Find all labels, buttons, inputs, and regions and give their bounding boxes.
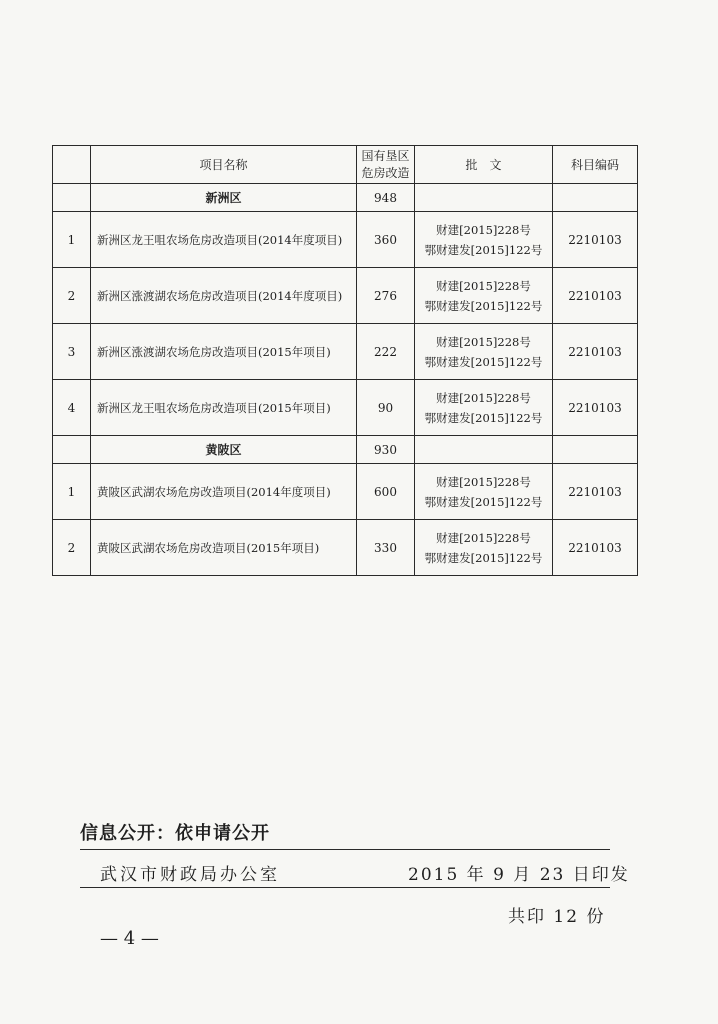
approval-doc-provincial: 鄂财建发[2015]122号	[424, 242, 543, 257]
subject-code: 2210103	[553, 464, 638, 520]
project-amount: 600	[357, 464, 415, 520]
header-project-name: 项目名称	[91, 146, 357, 184]
table-header-row	[53, 146, 638, 184]
project-name: 新洲区涨渡湖农场危房改造项目(2014年度项目)	[91, 268, 357, 324]
approval-doc-national: 财建[2015]228号	[436, 222, 531, 237]
approval-doc-provincial: 鄂财建发[2015]122号	[424, 494, 543, 509]
district-total: 930	[357, 436, 415, 464]
row-number: 1	[53, 464, 91, 520]
subject-code: 2210103	[553, 520, 638, 576]
project-amount: 90	[357, 380, 415, 436]
issuer: 武汉市财政局办公室	[100, 865, 280, 885]
approval-doc-provincial: 鄂财建发[2015]122号	[424, 354, 543, 369]
approval-doc-provincial: 鄂财建发[2015]122号	[424, 550, 543, 565]
header-code: 科目编码	[553, 146, 638, 184]
approval-doc-provincial: 鄂财建发[2015]122号	[424, 298, 543, 313]
table-row	[53, 268, 638, 324]
table-row	[53, 380, 638, 436]
divider-top	[80, 849, 610, 850]
subject-code: 2210103	[553, 380, 638, 436]
approval-doc-national: 财建[2015]228号	[436, 530, 531, 545]
project-amount: 222	[357, 324, 415, 380]
district-name: 黄陂区	[91, 436, 357, 464]
print-copies: 共印 12 份	[508, 907, 606, 927]
header-approval: 批 文	[415, 146, 553, 184]
project-table	[52, 145, 638, 576]
project-amount: 330	[357, 520, 415, 576]
project-name: 黄陂区武湖农场危房改造项目(2014年度项目)	[91, 464, 357, 520]
subject-code: 2210103	[553, 212, 638, 268]
subject-code: 2210103	[553, 324, 638, 380]
table-row	[53, 520, 638, 576]
project-name: 新洲区涨渡湖农场危房改造项目(2015年项目)	[91, 324, 357, 380]
approval-doc-national: 财建[2015]228号	[436, 390, 531, 405]
row-number: 4	[53, 380, 91, 436]
approval-docs	[415, 268, 553, 324]
project-amount: 360	[357, 212, 415, 268]
approval-docs	[415, 464, 553, 520]
disclosure-note: 信息公开：依申请公开	[80, 823, 270, 844]
project-name: 黄陂区武湖农场危房改造项目(2015年项目)	[91, 520, 357, 576]
approval-docs	[415, 380, 553, 436]
header-amount	[357, 146, 415, 184]
approval-doc-national: 财建[2015]228号	[436, 278, 531, 293]
approval-doc-national: 财建[2015]228号	[436, 474, 531, 489]
district-total: 948	[357, 184, 415, 212]
table-row	[53, 464, 638, 520]
project-amount: 276	[357, 268, 415, 324]
table-row	[53, 212, 638, 268]
row-number: 3	[53, 324, 91, 380]
district-subtotal-row	[53, 436, 638, 464]
approval-doc-national: 财建[2015]228号	[436, 334, 531, 349]
row-number: 1	[53, 212, 91, 268]
approval-docs	[415, 520, 553, 576]
project-name: 新洲区龙王咀农场危房改造项目(2014年度项目)	[91, 212, 357, 268]
header-amount-line1: 国有垦区	[361, 148, 410, 163]
district-name: 新洲区	[91, 184, 357, 212]
district-subtotal-row	[53, 184, 638, 212]
approval-docs	[415, 324, 553, 380]
page-number: — 4 —	[100, 928, 159, 949]
subject-code: 2210103	[553, 268, 638, 324]
header-index	[53, 146, 91, 184]
approval-doc-provincial: 鄂财建发[2015]122号	[424, 410, 543, 425]
header-amount-line2: 危房改造	[361, 165, 410, 180]
table-row	[53, 324, 638, 380]
divider-bottom	[80, 887, 610, 888]
issue-date: 2015 年 9 月 23 日印发	[408, 865, 630, 885]
project-name: 新洲区龙王咀农场危房改造项目(2015年项目)	[91, 380, 357, 436]
approval-docs	[415, 212, 553, 268]
row-number: 2	[53, 268, 91, 324]
row-number: 2	[53, 520, 91, 576]
